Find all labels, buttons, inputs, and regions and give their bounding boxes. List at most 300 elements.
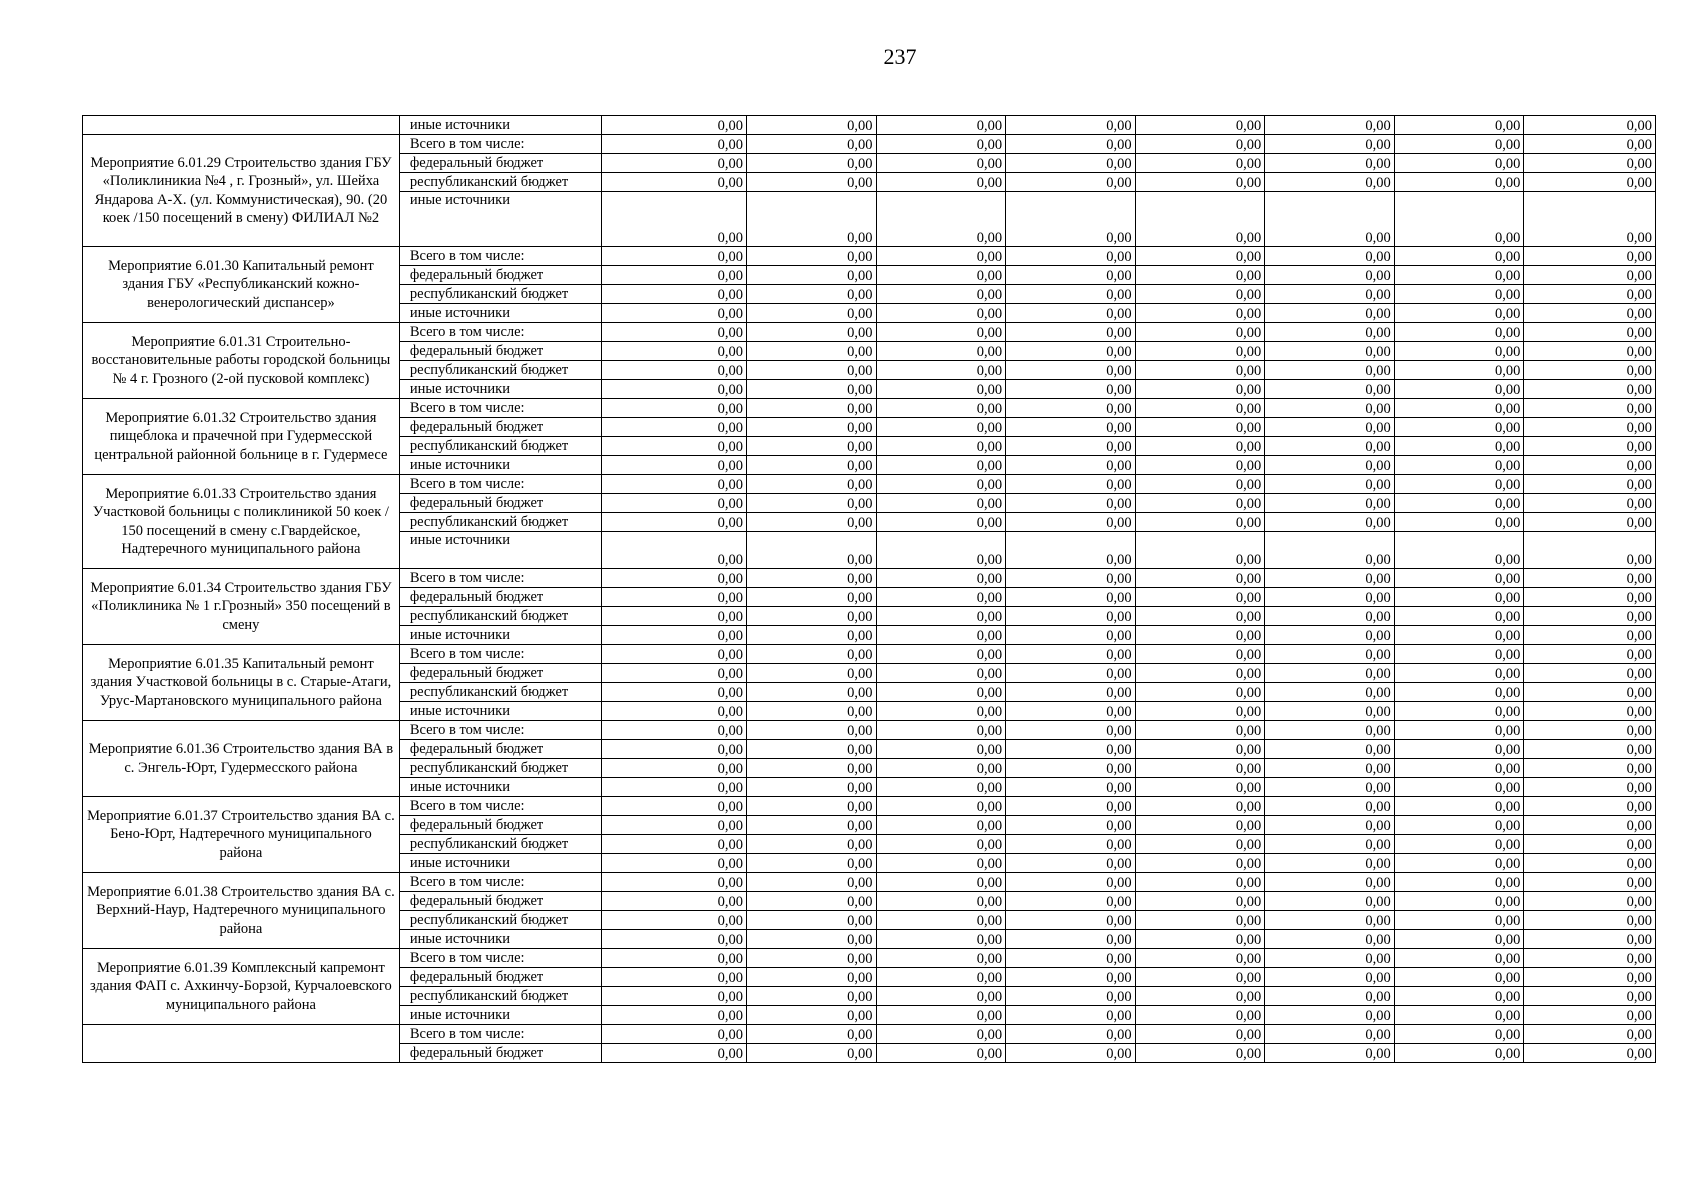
amount-cell: 0,00 xyxy=(1135,513,1265,532)
amount-cell: 0,00 xyxy=(746,456,876,475)
amount-cell: 0,00 xyxy=(1394,1025,1524,1044)
amount-cell: 0,00 xyxy=(1394,418,1524,437)
amount-cell: 0,00 xyxy=(602,968,747,987)
amount-cell: 0,00 xyxy=(602,569,747,588)
amount-cell: 0,00 xyxy=(602,1044,747,1063)
amount-cell: 0,00 xyxy=(1006,626,1136,645)
funding-source-cell: федеральный бюджет xyxy=(399,154,601,173)
amount-cell: 0,00 xyxy=(876,1025,1006,1044)
amount-cell: 0,00 xyxy=(1265,949,1395,968)
funding-source-cell: иные источники xyxy=(399,930,601,949)
table-row xyxy=(83,399,1656,418)
amount-cell: 0,00 xyxy=(746,173,876,192)
amount-cell: 0,00 xyxy=(1135,285,1265,304)
amount-cell: 0,00 xyxy=(876,285,1006,304)
amount-cell: 0,00 xyxy=(876,532,1006,569)
amount-cell: 0,00 xyxy=(602,494,747,513)
amount-cell: 0,00 xyxy=(1006,569,1136,588)
amount-cell: 0,00 xyxy=(876,816,1006,835)
amount-cell: 0,00 xyxy=(746,778,876,797)
funding-source-cell: иные источники xyxy=(399,778,601,797)
amount-cell: 0,00 xyxy=(1524,930,1656,949)
amount-cell: 0,00 xyxy=(1394,380,1524,399)
amount-cell: 0,00 xyxy=(1394,569,1524,588)
funding-source-cell: федеральный бюджет xyxy=(399,418,601,437)
amount-cell: 0,00 xyxy=(1524,437,1656,456)
funding-source-cell: иные источники xyxy=(399,854,601,873)
amount-cell: 0,00 xyxy=(746,342,876,361)
amount-cell: 0,00 xyxy=(1394,304,1524,323)
funding-source-cell: республиканский бюджет xyxy=(399,607,601,626)
amount-cell: 0,00 xyxy=(1394,892,1524,911)
amount-cell: 0,00 xyxy=(1394,911,1524,930)
amount-cell: 0,00 xyxy=(1394,437,1524,456)
amount-cell: 0,00 xyxy=(746,854,876,873)
amount-cell: 0,00 xyxy=(1006,1044,1136,1063)
amount-cell: 0,00 xyxy=(1394,173,1524,192)
amount-cell: 0,00 xyxy=(1006,797,1136,816)
amount-cell: 0,00 xyxy=(1265,475,1395,494)
amount-cell: 0,00 xyxy=(1394,759,1524,778)
amount-cell: 0,00 xyxy=(876,342,1006,361)
amount-cell: 0,00 xyxy=(1394,456,1524,475)
amount-cell: 0,00 xyxy=(876,854,1006,873)
table-row xyxy=(83,1025,1656,1044)
amount-cell: 0,00 xyxy=(1265,778,1395,797)
funding-source-cell: Всего в том числе: xyxy=(399,475,601,494)
amount-cell: 0,00 xyxy=(1265,740,1395,759)
amount-cell: 0,00 xyxy=(1394,342,1524,361)
amount-cell: 0,00 xyxy=(602,892,747,911)
funding-source-cell: иные источники xyxy=(399,626,601,645)
event-name-cell: Мероприятие 6.01.31 Строительно-восстановительные работы городской больницы № 4 г. Грозного (2-ой пусковой комплекс) xyxy=(83,323,400,399)
amount-cell: 0,00 xyxy=(1524,588,1656,607)
event-name-cell: Мероприятие 6.01.33 Строительство здания Участковой больницы с поликлиникой 50 коек / 150 посещений в смену с.Гвардейское, Надтеречного муниципального района xyxy=(83,475,400,569)
amount-cell: 0,00 xyxy=(602,1025,747,1044)
event-name-cell: Мероприятие 6.01.30 Капитальный ремонт здания ГБУ «Республиканский кожно-венерологический диспансер» xyxy=(83,247,400,323)
funding-source-cell: республиканский бюджет xyxy=(399,987,601,1006)
funding-source-cell: федеральный бюджет xyxy=(399,740,601,759)
amount-cell: 0,00 xyxy=(602,154,747,173)
funding-source-cell: республиканский бюджет xyxy=(399,759,601,778)
amount-cell: 0,00 xyxy=(1006,759,1136,778)
amount-cell: 0,00 xyxy=(1524,456,1656,475)
amount-cell: 0,00 xyxy=(1006,968,1136,987)
amount-cell: 0,00 xyxy=(602,399,747,418)
amount-cell: 0,00 xyxy=(1394,968,1524,987)
amount-cell: 0,00 xyxy=(746,475,876,494)
event-name-cell: Мероприятие 6.01.39 Комплексный капремонт здания ФАП с. Ахкинчу-Борзой, Курчалоевского муниципального района xyxy=(83,949,400,1025)
amount-cell: 0,00 xyxy=(1394,532,1524,569)
amount-cell: 0,00 xyxy=(1394,683,1524,702)
amount-cell: 0,00 xyxy=(1135,192,1265,247)
amount-cell: 0,00 xyxy=(1006,304,1136,323)
amount-cell: 0,00 xyxy=(602,645,747,664)
amount-cell: 0,00 xyxy=(1394,135,1524,154)
amount-cell: 0,00 xyxy=(1394,247,1524,266)
amount-cell: 0,00 xyxy=(602,304,747,323)
amount-cell: 0,00 xyxy=(1265,1006,1395,1025)
amount-cell: 0,00 xyxy=(1265,532,1395,569)
amount-cell: 0,00 xyxy=(602,342,747,361)
amount-cell: 0,00 xyxy=(602,361,747,380)
amount-cell: 0,00 xyxy=(1135,304,1265,323)
amount-cell: 0,00 xyxy=(1006,702,1136,721)
amount-cell: 0,00 xyxy=(876,569,1006,588)
amount-cell: 0,00 xyxy=(1006,816,1136,835)
amount-cell: 0,00 xyxy=(1524,323,1656,342)
amount-cell: 0,00 xyxy=(1006,778,1136,797)
funding-source-cell: федеральный бюджет xyxy=(399,494,601,513)
amount-cell: 0,00 xyxy=(1006,323,1136,342)
amount-cell: 0,00 xyxy=(746,1025,876,1044)
funding-source-cell: иные источники xyxy=(399,702,601,721)
amount-cell: 0,00 xyxy=(1265,816,1395,835)
amount-cell: 0,00 xyxy=(602,721,747,740)
amount-cell: 0,00 xyxy=(876,588,1006,607)
funding-source-cell: Всего в том числе: xyxy=(399,247,601,266)
amount-cell: 0,00 xyxy=(1524,380,1656,399)
amount-cell: 0,00 xyxy=(1135,437,1265,456)
amount-cell: 0,00 xyxy=(1135,740,1265,759)
amount-cell: 0,00 xyxy=(1524,607,1656,626)
table-row xyxy=(83,135,1656,154)
amount-cell: 0,00 xyxy=(1524,949,1656,968)
funding-source-cell: Всего в том числе: xyxy=(399,323,601,342)
amount-cell: 0,00 xyxy=(1265,135,1395,154)
amount-cell: 0,00 xyxy=(1265,399,1395,418)
amount-cell: 0,00 xyxy=(876,873,1006,892)
amount-cell: 0,00 xyxy=(1006,664,1136,683)
amount-cell: 0,00 xyxy=(602,285,747,304)
amount-cell: 0,00 xyxy=(876,797,1006,816)
amount-cell: 0,00 xyxy=(1394,797,1524,816)
amount-cell: 0,00 xyxy=(1265,987,1395,1006)
amount-cell: 0,00 xyxy=(602,266,747,285)
amount-cell: 0,00 xyxy=(746,304,876,323)
amount-cell: 0,00 xyxy=(1265,607,1395,626)
amount-cell: 0,00 xyxy=(602,532,747,569)
table-row xyxy=(83,797,1656,816)
amount-cell: 0,00 xyxy=(1265,380,1395,399)
amount-cell: 0,00 xyxy=(1135,1044,1265,1063)
amount-cell: 0,00 xyxy=(746,702,876,721)
table-row xyxy=(83,247,1656,266)
amount-cell: 0,00 xyxy=(876,173,1006,192)
amount-cell: 0,00 xyxy=(1135,911,1265,930)
amount-cell: 0,00 xyxy=(1394,513,1524,532)
funding-source-cell: республиканский бюджет xyxy=(399,285,601,304)
amount-cell: 0,00 xyxy=(1265,569,1395,588)
amount-cell: 0,00 xyxy=(1265,797,1395,816)
amount-cell: 0,00 xyxy=(1265,437,1395,456)
amount-cell: 0,00 xyxy=(876,759,1006,778)
amount-cell: 0,00 xyxy=(1006,721,1136,740)
amount-cell: 0,00 xyxy=(1265,835,1395,854)
amount-cell: 0,00 xyxy=(602,247,747,266)
amount-cell: 0,00 xyxy=(1524,854,1656,873)
amount-cell: 0,00 xyxy=(1006,154,1136,173)
amount-cell: 0,00 xyxy=(1006,892,1136,911)
amount-cell: 0,00 xyxy=(1135,116,1265,135)
amount-cell: 0,00 xyxy=(1524,759,1656,778)
amount-cell: 0,00 xyxy=(602,475,747,494)
amount-cell: 0,00 xyxy=(1006,494,1136,513)
amount-cell: 0,00 xyxy=(1394,399,1524,418)
amount-cell: 0,00 xyxy=(1524,418,1656,437)
amount-cell: 0,00 xyxy=(1524,494,1656,513)
amount-cell: 0,00 xyxy=(876,911,1006,930)
amount-cell: 0,00 xyxy=(602,456,747,475)
amount-cell: 0,00 xyxy=(1265,911,1395,930)
amount-cell: 0,00 xyxy=(746,1044,876,1063)
amount-cell: 0,00 xyxy=(1524,835,1656,854)
amount-cell: 0,00 xyxy=(1265,664,1395,683)
amount-cell: 0,00 xyxy=(1524,645,1656,664)
amount-cell: 0,00 xyxy=(602,323,747,342)
amount-cell: 0,00 xyxy=(1394,854,1524,873)
amount-cell: 0,00 xyxy=(602,192,747,247)
funding-source-cell: республиканский бюджет xyxy=(399,437,601,456)
table-row xyxy=(83,323,1656,342)
amount-cell: 0,00 xyxy=(746,835,876,854)
amount-cell: 0,00 xyxy=(1265,968,1395,987)
event-name-cell: Мероприятие 6.01.32 Строительство здания пищеблока и прачечной при Гудермесской центральной районной больнице в г. Гудермесе xyxy=(83,399,400,475)
amount-cell: 0,00 xyxy=(746,361,876,380)
amount-cell: 0,00 xyxy=(746,664,876,683)
amount-cell: 0,00 xyxy=(1524,513,1656,532)
amount-cell: 0,00 xyxy=(1524,475,1656,494)
amount-cell: 0,00 xyxy=(602,664,747,683)
amount-cell: 0,00 xyxy=(746,949,876,968)
amount-cell: 0,00 xyxy=(1006,380,1136,399)
amount-cell: 0,00 xyxy=(876,645,1006,664)
amount-cell: 0,00 xyxy=(602,380,747,399)
amount-cell: 0,00 xyxy=(1394,588,1524,607)
funding-source-cell: иные источники xyxy=(399,1006,601,1025)
amount-cell: 0,00 xyxy=(1006,740,1136,759)
event-name-cell xyxy=(83,116,400,135)
amount-cell: 0,00 xyxy=(602,702,747,721)
table-row xyxy=(83,949,1656,968)
amount-cell: 0,00 xyxy=(1265,494,1395,513)
amount-cell: 0,00 xyxy=(1394,987,1524,1006)
amount-cell: 0,00 xyxy=(1135,173,1265,192)
amount-cell: 0,00 xyxy=(876,135,1006,154)
amount-cell: 0,00 xyxy=(746,399,876,418)
amount-cell: 0,00 xyxy=(1006,873,1136,892)
amount-cell: 0,00 xyxy=(602,116,747,135)
amount-cell: 0,00 xyxy=(876,361,1006,380)
amount-cell: 0,00 xyxy=(876,513,1006,532)
amount-cell: 0,00 xyxy=(876,380,1006,399)
amount-cell: 0,00 xyxy=(1524,304,1656,323)
amount-cell: 0,00 xyxy=(1265,930,1395,949)
amount-cell: 0,00 xyxy=(1006,513,1136,532)
amount-cell: 0,00 xyxy=(1265,361,1395,380)
amount-cell: 0,00 xyxy=(1006,399,1136,418)
amount-cell: 0,00 xyxy=(1524,192,1656,247)
amount-cell: 0,00 xyxy=(1524,702,1656,721)
amount-cell: 0,00 xyxy=(1135,930,1265,949)
amount-cell: 0,00 xyxy=(876,683,1006,702)
amount-cell: 0,00 xyxy=(1006,930,1136,949)
amount-cell: 0,00 xyxy=(1006,911,1136,930)
funding-source-cell: республиканский бюджет xyxy=(399,835,601,854)
amount-cell: 0,00 xyxy=(1135,816,1265,835)
amount-cell: 0,00 xyxy=(1135,1006,1265,1025)
amount-cell: 0,00 xyxy=(1265,304,1395,323)
amount-cell: 0,00 xyxy=(746,116,876,135)
event-name-cell: Мероприятие 6.01.35 Капитальный ремонт здания Участковой больницы в с. Старые-Атаги, Урус-Мартановского муниципального района xyxy=(83,645,400,721)
amount-cell: 0,00 xyxy=(1006,835,1136,854)
amount-cell: 0,00 xyxy=(1265,1025,1395,1044)
funding-source-cell: иные источники xyxy=(399,192,601,247)
amount-cell: 0,00 xyxy=(746,797,876,816)
amount-cell: 0,00 xyxy=(1394,702,1524,721)
amount-cell: 0,00 xyxy=(1524,361,1656,380)
amount-cell: 0,00 xyxy=(602,135,747,154)
amount-cell: 0,00 xyxy=(1524,1044,1656,1063)
amount-cell: 0,00 xyxy=(1135,135,1265,154)
funding-source-cell: федеральный бюджет xyxy=(399,1044,601,1063)
funding-source-cell: республиканский бюджет xyxy=(399,173,601,192)
amount-cell: 0,00 xyxy=(746,569,876,588)
amount-cell: 0,00 xyxy=(1265,645,1395,664)
funding-source-cell: Всего в том числе: xyxy=(399,135,601,154)
amount-cell: 0,00 xyxy=(1006,532,1136,569)
amount-cell: 0,00 xyxy=(746,323,876,342)
funding-source-cell: федеральный бюджет xyxy=(399,816,601,835)
amount-cell: 0,00 xyxy=(1006,607,1136,626)
amount-cell: 0,00 xyxy=(1006,1025,1136,1044)
amount-cell: 0,00 xyxy=(1135,494,1265,513)
amount-cell: 0,00 xyxy=(1394,740,1524,759)
funding-source-cell: республиканский бюджет xyxy=(399,361,601,380)
amount-cell: 0,00 xyxy=(876,626,1006,645)
amount-cell: 0,00 xyxy=(1524,873,1656,892)
amount-cell: 0,00 xyxy=(1006,192,1136,247)
amount-cell: 0,00 xyxy=(746,759,876,778)
amount-cell: 0,00 xyxy=(876,968,1006,987)
funding-source-cell: иные источники xyxy=(399,456,601,475)
amount-cell: 0,00 xyxy=(746,192,876,247)
amount-cell: 0,00 xyxy=(1394,816,1524,835)
amount-cell: 0,00 xyxy=(602,797,747,816)
amount-cell: 0,00 xyxy=(1524,532,1656,569)
amount-cell: 0,00 xyxy=(1524,1006,1656,1025)
amount-cell: 0,00 xyxy=(1006,418,1136,437)
amount-cell: 0,00 xyxy=(1524,816,1656,835)
funding-source-cell: иные источники xyxy=(399,380,601,399)
amount-cell: 0,00 xyxy=(1265,892,1395,911)
amount-cell: 0,00 xyxy=(746,154,876,173)
amount-cell: 0,00 xyxy=(1265,626,1395,645)
amount-cell: 0,00 xyxy=(876,930,1006,949)
amount-cell: 0,00 xyxy=(1524,285,1656,304)
amount-cell: 0,00 xyxy=(602,173,747,192)
amount-cell: 0,00 xyxy=(1135,892,1265,911)
amount-cell: 0,00 xyxy=(876,740,1006,759)
amount-cell: 0,00 xyxy=(602,588,747,607)
budget-table xyxy=(82,115,1656,1063)
amount-cell: 0,00 xyxy=(602,835,747,854)
amount-cell: 0,00 xyxy=(602,513,747,532)
funding-source-cell: Всего в том числе: xyxy=(399,645,601,664)
amount-cell: 0,00 xyxy=(1135,645,1265,664)
amount-cell: 0,00 xyxy=(1135,266,1265,285)
amount-cell: 0,00 xyxy=(746,626,876,645)
funding-source-cell: иные источники xyxy=(399,116,601,135)
table-row xyxy=(83,569,1656,588)
amount-cell: 0,00 xyxy=(876,116,1006,135)
amount-cell: 0,00 xyxy=(1135,854,1265,873)
funding-source-cell: иные источники xyxy=(399,304,601,323)
amount-cell: 0,00 xyxy=(746,266,876,285)
amount-cell: 0,00 xyxy=(1524,154,1656,173)
amount-cell: 0,00 xyxy=(1524,778,1656,797)
amount-cell: 0,00 xyxy=(1135,626,1265,645)
amount-cell: 0,00 xyxy=(1006,949,1136,968)
amount-cell: 0,00 xyxy=(1135,247,1265,266)
amount-cell: 0,00 xyxy=(1524,664,1656,683)
amount-cell: 0,00 xyxy=(1394,664,1524,683)
amount-cell: 0,00 xyxy=(1265,873,1395,892)
amount-cell: 0,00 xyxy=(1006,437,1136,456)
amount-cell: 0,00 xyxy=(1265,154,1395,173)
amount-cell: 0,00 xyxy=(746,740,876,759)
amount-cell: 0,00 xyxy=(746,968,876,987)
amount-cell: 0,00 xyxy=(1524,968,1656,987)
amount-cell: 0,00 xyxy=(1394,873,1524,892)
amount-cell: 0,00 xyxy=(1394,323,1524,342)
amount-cell: 0,00 xyxy=(1524,911,1656,930)
funding-source-cell: республиканский бюджет xyxy=(399,683,601,702)
amount-cell: 0,00 xyxy=(876,1044,1006,1063)
amount-cell: 0,00 xyxy=(1265,323,1395,342)
amount-cell: 0,00 xyxy=(876,418,1006,437)
amount-cell: 0,00 xyxy=(1524,626,1656,645)
amount-cell: 0,00 xyxy=(1524,569,1656,588)
amount-cell: 0,00 xyxy=(876,266,1006,285)
amount-cell: 0,00 xyxy=(1006,247,1136,266)
funding-source-cell: Всего в том числе: xyxy=(399,399,601,418)
amount-cell: 0,00 xyxy=(1135,721,1265,740)
event-name-cell: Мероприятие 6.01.29 Строительство здания ГБУ «Поликлиникиа №4 , г. Грозный», ул. Шейха Яндарова А-Х. (ул. Коммунистическая), 90. (20 коек /150 посещений в смену) ФИЛИАЛ №2 xyxy=(83,135,400,247)
amount-cell: 0,00 xyxy=(1394,285,1524,304)
amount-cell: 0,00 xyxy=(1394,1006,1524,1025)
amount-cell: 0,00 xyxy=(746,494,876,513)
amount-cell: 0,00 xyxy=(1524,399,1656,418)
amount-cell: 0,00 xyxy=(1265,588,1395,607)
amount-cell: 0,00 xyxy=(1265,192,1395,247)
amount-cell: 0,00 xyxy=(746,532,876,569)
amount-cell: 0,00 xyxy=(746,911,876,930)
amount-cell: 0,00 xyxy=(876,247,1006,266)
table-row xyxy=(83,645,1656,664)
amount-cell: 0,00 xyxy=(1524,1025,1656,1044)
amount-cell: 0,00 xyxy=(602,873,747,892)
amount-cell: 0,00 xyxy=(876,399,1006,418)
amount-cell: 0,00 xyxy=(1135,759,1265,778)
amount-cell: 0,00 xyxy=(1135,361,1265,380)
amount-cell: 0,00 xyxy=(1524,173,1656,192)
amount-cell: 0,00 xyxy=(1135,797,1265,816)
amount-cell: 0,00 xyxy=(1006,285,1136,304)
funding-source-cell: Всего в том числе: xyxy=(399,569,601,588)
amount-cell: 0,00 xyxy=(746,513,876,532)
amount-cell: 0,00 xyxy=(1394,192,1524,247)
